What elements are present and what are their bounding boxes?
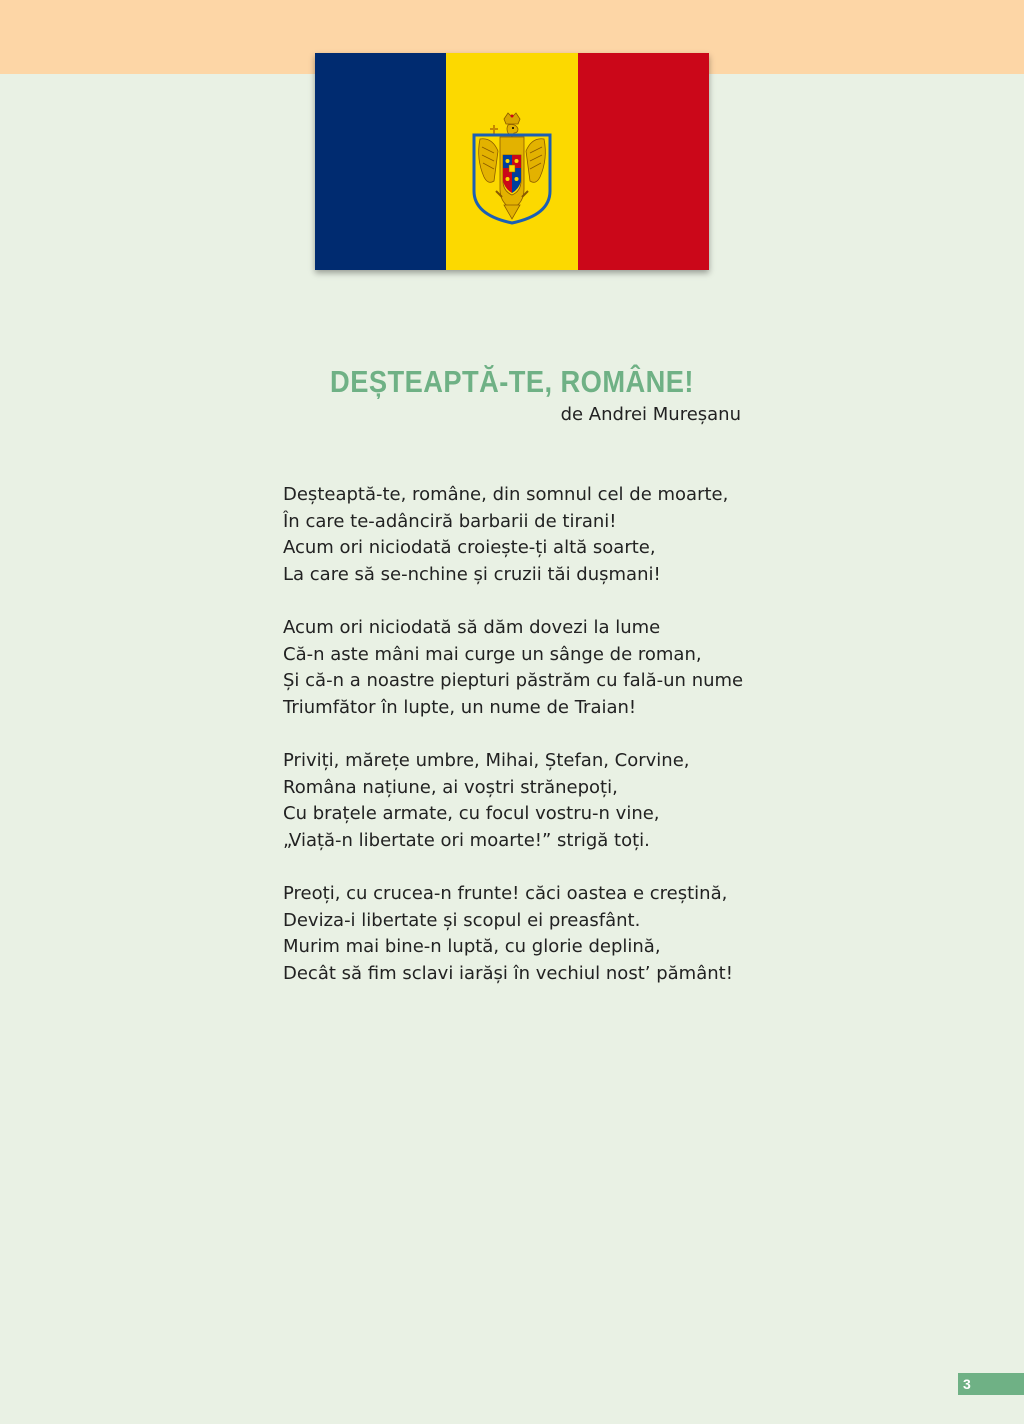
poem-line: Și că-n a noastre piepturi păstrăm cu fală-un nume xyxy=(283,670,744,691)
stanza xyxy=(283,615,783,721)
poem-line: Preoți, cu crucea-n frunte! căci oastea e creștină, xyxy=(283,883,728,904)
poem-line: Triumfător în lupte, un nume de Traian! xyxy=(283,696,637,718)
poem-body xyxy=(283,482,783,1014)
stanza xyxy=(283,881,783,987)
poem-line: Murim mai bine-n luptă, cu glorie deplină, xyxy=(283,936,661,957)
romanian-flag xyxy=(315,53,709,270)
flag-red-stripe xyxy=(578,53,709,270)
poem-title: DEȘTEAPTĂ-TE, ROMÂNE! xyxy=(330,364,694,399)
stanza xyxy=(283,482,783,588)
poem-line: La care să se-nchine și cruzii tăi dușmani! xyxy=(283,563,661,585)
flag-yellow-stripe xyxy=(446,53,577,270)
poem-line: Priviți, mărețe umbre, Mihai, Ștefan, Corvine, xyxy=(283,750,690,771)
page-number: 3 xyxy=(958,1373,1024,1395)
flag-blue-stripe xyxy=(315,53,446,270)
poem-line: Deviza-i libertate și scopul ei preasfânt. xyxy=(283,909,641,931)
poem-line: Că-n aste mâni mai curge un sânge de roman, xyxy=(283,643,702,665)
poem-line: În care te-adânciră barbarii de tirani! xyxy=(283,510,617,532)
poem-author: de Andrei Mureșanu xyxy=(560,404,741,425)
poem-line: Acum ori niciodată să dăm dovezi la lume xyxy=(283,617,661,638)
poem-line: Deșteaptă-te, române, din somnul cel de moarte, xyxy=(283,484,729,505)
poem-line: „Viață-n libertate ori moarte!” strigă toți. xyxy=(283,829,650,851)
stanza xyxy=(283,748,783,854)
coat-of-arms-icon xyxy=(472,111,552,225)
poem-line: Româna națiune, ai voștri strănepoți, xyxy=(283,776,618,798)
poem-line: Cu brațele armate, cu focul vostru-n vine, xyxy=(283,803,660,824)
poem-line: Acum ori niciodată croiește-ți altă soarte, xyxy=(283,537,656,558)
poem-line: Decât să fim sclavi iarăși în vechiul nost’ pământ! xyxy=(283,962,733,984)
